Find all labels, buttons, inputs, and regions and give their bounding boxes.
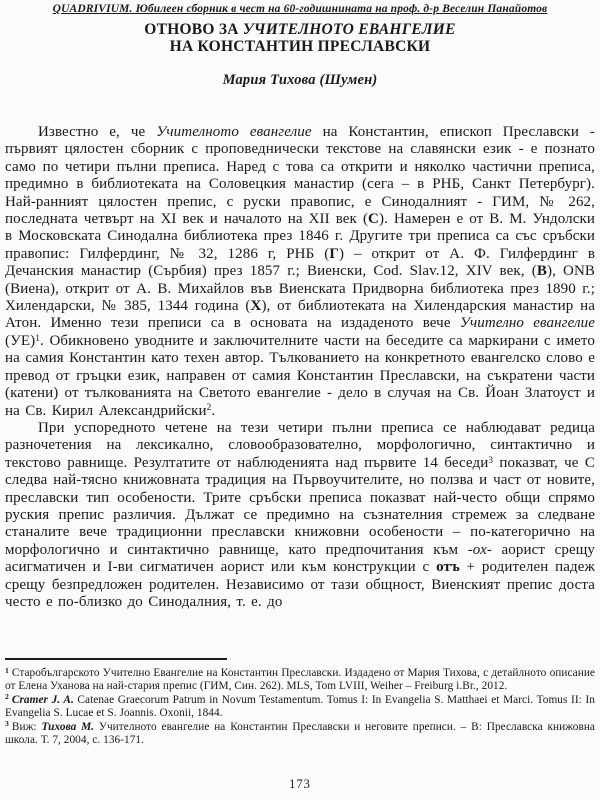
body-paragraph	[5, 124, 595, 420]
body-paragraph	[5, 420, 595, 611]
text-segment: ). Намерен е от В. М. Ундолски в Московската Синодална библиотека през 1846 г. Другите три преписа са със сръбски правопис: Гилфердинг, № 32, 1286 г, РНБ (	[5, 211, 596, 262]
text-segment: ) – открит от А. Ф. Гилфердинг в Дечанския манастир (Сърбия) през 1857 г.; Виенски, Cod. Slav.12, XIV век, (	[5, 245, 596, 280]
text-segment: Учителното евангелие	[156, 124, 312, 140]
text-segment: ), ONB (Виена), открит от А. В. Михайлов във Виенската Придворна библиотека през 1890 г.; Хилендарски, № 385, 1344 година (	[5, 263, 595, 315]
footnote-separator	[5, 658, 227, 660]
footnote-ref: 3	[488, 455, 494, 466]
footnote-marker: 1	[5, 665, 9, 675]
text-segment: В	[536, 263, 547, 280]
text-segment: . Обикновено уводните и заключителните части на беседите са маркирани с името на самия Константин като техен автор. Тълкованието на конкретното евангелско слово е превод от гръцки език, направен от самия Константин Преславски, на съкратени части (катени) от тълкованията на Светото евангелие - дело в случая на Св. Йоан Златоуст и на Св. Кирил Александрийски	[5, 332, 595, 419]
footnote-text	[5, 667, 595, 692]
text-segment: Учителното евангелие на Константин Преславски и неговите преписи. – В: Преславска книжовна школа. Т. 7, 2004, с. 136-171.	[5, 720, 595, 747]
text-segment: -ох-	[467, 541, 492, 558]
text-segment: Виж:	[11, 720, 42, 733]
text-segment: Учително евангелие	[459, 315, 595, 332]
text-segment: на Константин, епископ Преславски - първият цялостен сборник с проповеднически текстове на славянски език - е познато само по четири пълни преписа. Наред с това са открити и няколко частични преписа, предимно в библиотеката на Соловецкия манастир (сега – в РНБ, Санкт Петербург). Най-ранният цялостен препис, с руски правопис, е Синодалният - ГИМ, № 262, последната четвърт на XI век и началото на XII век (	[5, 124, 596, 228]
footnote-text	[5, 721, 595, 746]
text-segment: С	[368, 211, 379, 228]
text-segment: Известно е, че	[38, 124, 157, 140]
article-body	[5, 124, 595, 611]
author-name: Мария Тихова (Шумен)	[222, 72, 378, 88]
page-number: 173	[289, 777, 311, 791]
footnote	[5, 667, 595, 694]
text-segment: Г	[329, 245, 339, 262]
title-italic-text: УЧИТЕЛНОТО ЕВАНГЕЛИЕ	[242, 21, 456, 38]
title-line-1	[5, 21, 595, 38]
footnote-marker: 3	[5, 719, 9, 729]
text-segment: отъ	[436, 559, 460, 576]
title-plain-text: ОТНОВО ЗА	[144, 21, 243, 38]
text-segment: аорист срещу асигматичен и I-ви сигматичен аорист или към конструкции с	[5, 541, 595, 576]
text-segment: ), от библиотеката на Хилендарския манастир на Атон. Именно тези преписи са в основата на издаденото вече	[5, 298, 595, 332]
footnote-ref: 2	[206, 403, 212, 414]
text-segment: .	[211, 402, 216, 419]
footnote-block	[5, 658, 595, 747]
text-segment: (УЕ)	[5, 332, 36, 349]
article-title	[5, 21, 595, 55]
text-segment: показват, че С следва най-тясно книжовната традиция на Първоучителите, но ползва и част от новите, преславски тип особености. Трите сръбски преписа показват най-често общи спрямо руския препис различия. Дължат се предимно на съзнателния стремеж за следване станалите вече традиционни преславски книжовни особености – по-категорично на морфологично и синтактично равнище, като предпочитания към	[5, 454, 595, 558]
running-header: QUADRIVIUM. Юбилеен сборник в чест на 60-годишнината на проф. д-р Веселин Панайотов	[52, 3, 548, 15]
footnote	[5, 721, 595, 748]
footnote-text	[5, 694, 595, 719]
text-segment: Catenae Graecorum Patrum in Novum Testamentum. Tomus I: In Evangelia S. Matthaei et Marci. Tomus II: In Evangelia S. Lucae et S. Joannis. Oxonii, 1844.	[5, 693, 595, 720]
text-segment: Х	[250, 298, 262, 315]
text-segment: Тихова М.	[41, 720, 95, 733]
footnote	[5, 694, 595, 721]
text-segment: Cramer J. A.	[11, 693, 74, 706]
text-segment: + родителен падеж срещу безпредложен родителен. Независимо от тази общност, Виенският препис доста често е по-близко до Синодалния, т. е. до	[5, 559, 595, 610]
text-segment: При успоредното четене на тези четири пълни преписа се наблюдават редица разночетения на лексикално, словообразователно, морфологично, синтактично и текстово равнище. Резултатите от наблюденията над първите 14 беседи	[5, 419, 595, 471]
title-line-2: НА КОНСТАНТИН ПРЕСЛАВСКИ	[169, 38, 431, 55]
footnote-ref: 1	[35, 333, 40, 344]
text-segment: Старобългарското Учително Евангелие на Константин Преславски. Издадено от Мария Тихова, с детайлното описание от Елена Уханова на най-стария препис (ГИМ, Син. 262). MLS, Tom LVIII, Weiher – Freiburg i.Br., 2012.	[5, 667, 595, 693]
footnote-marker: 2	[5, 692, 9, 702]
